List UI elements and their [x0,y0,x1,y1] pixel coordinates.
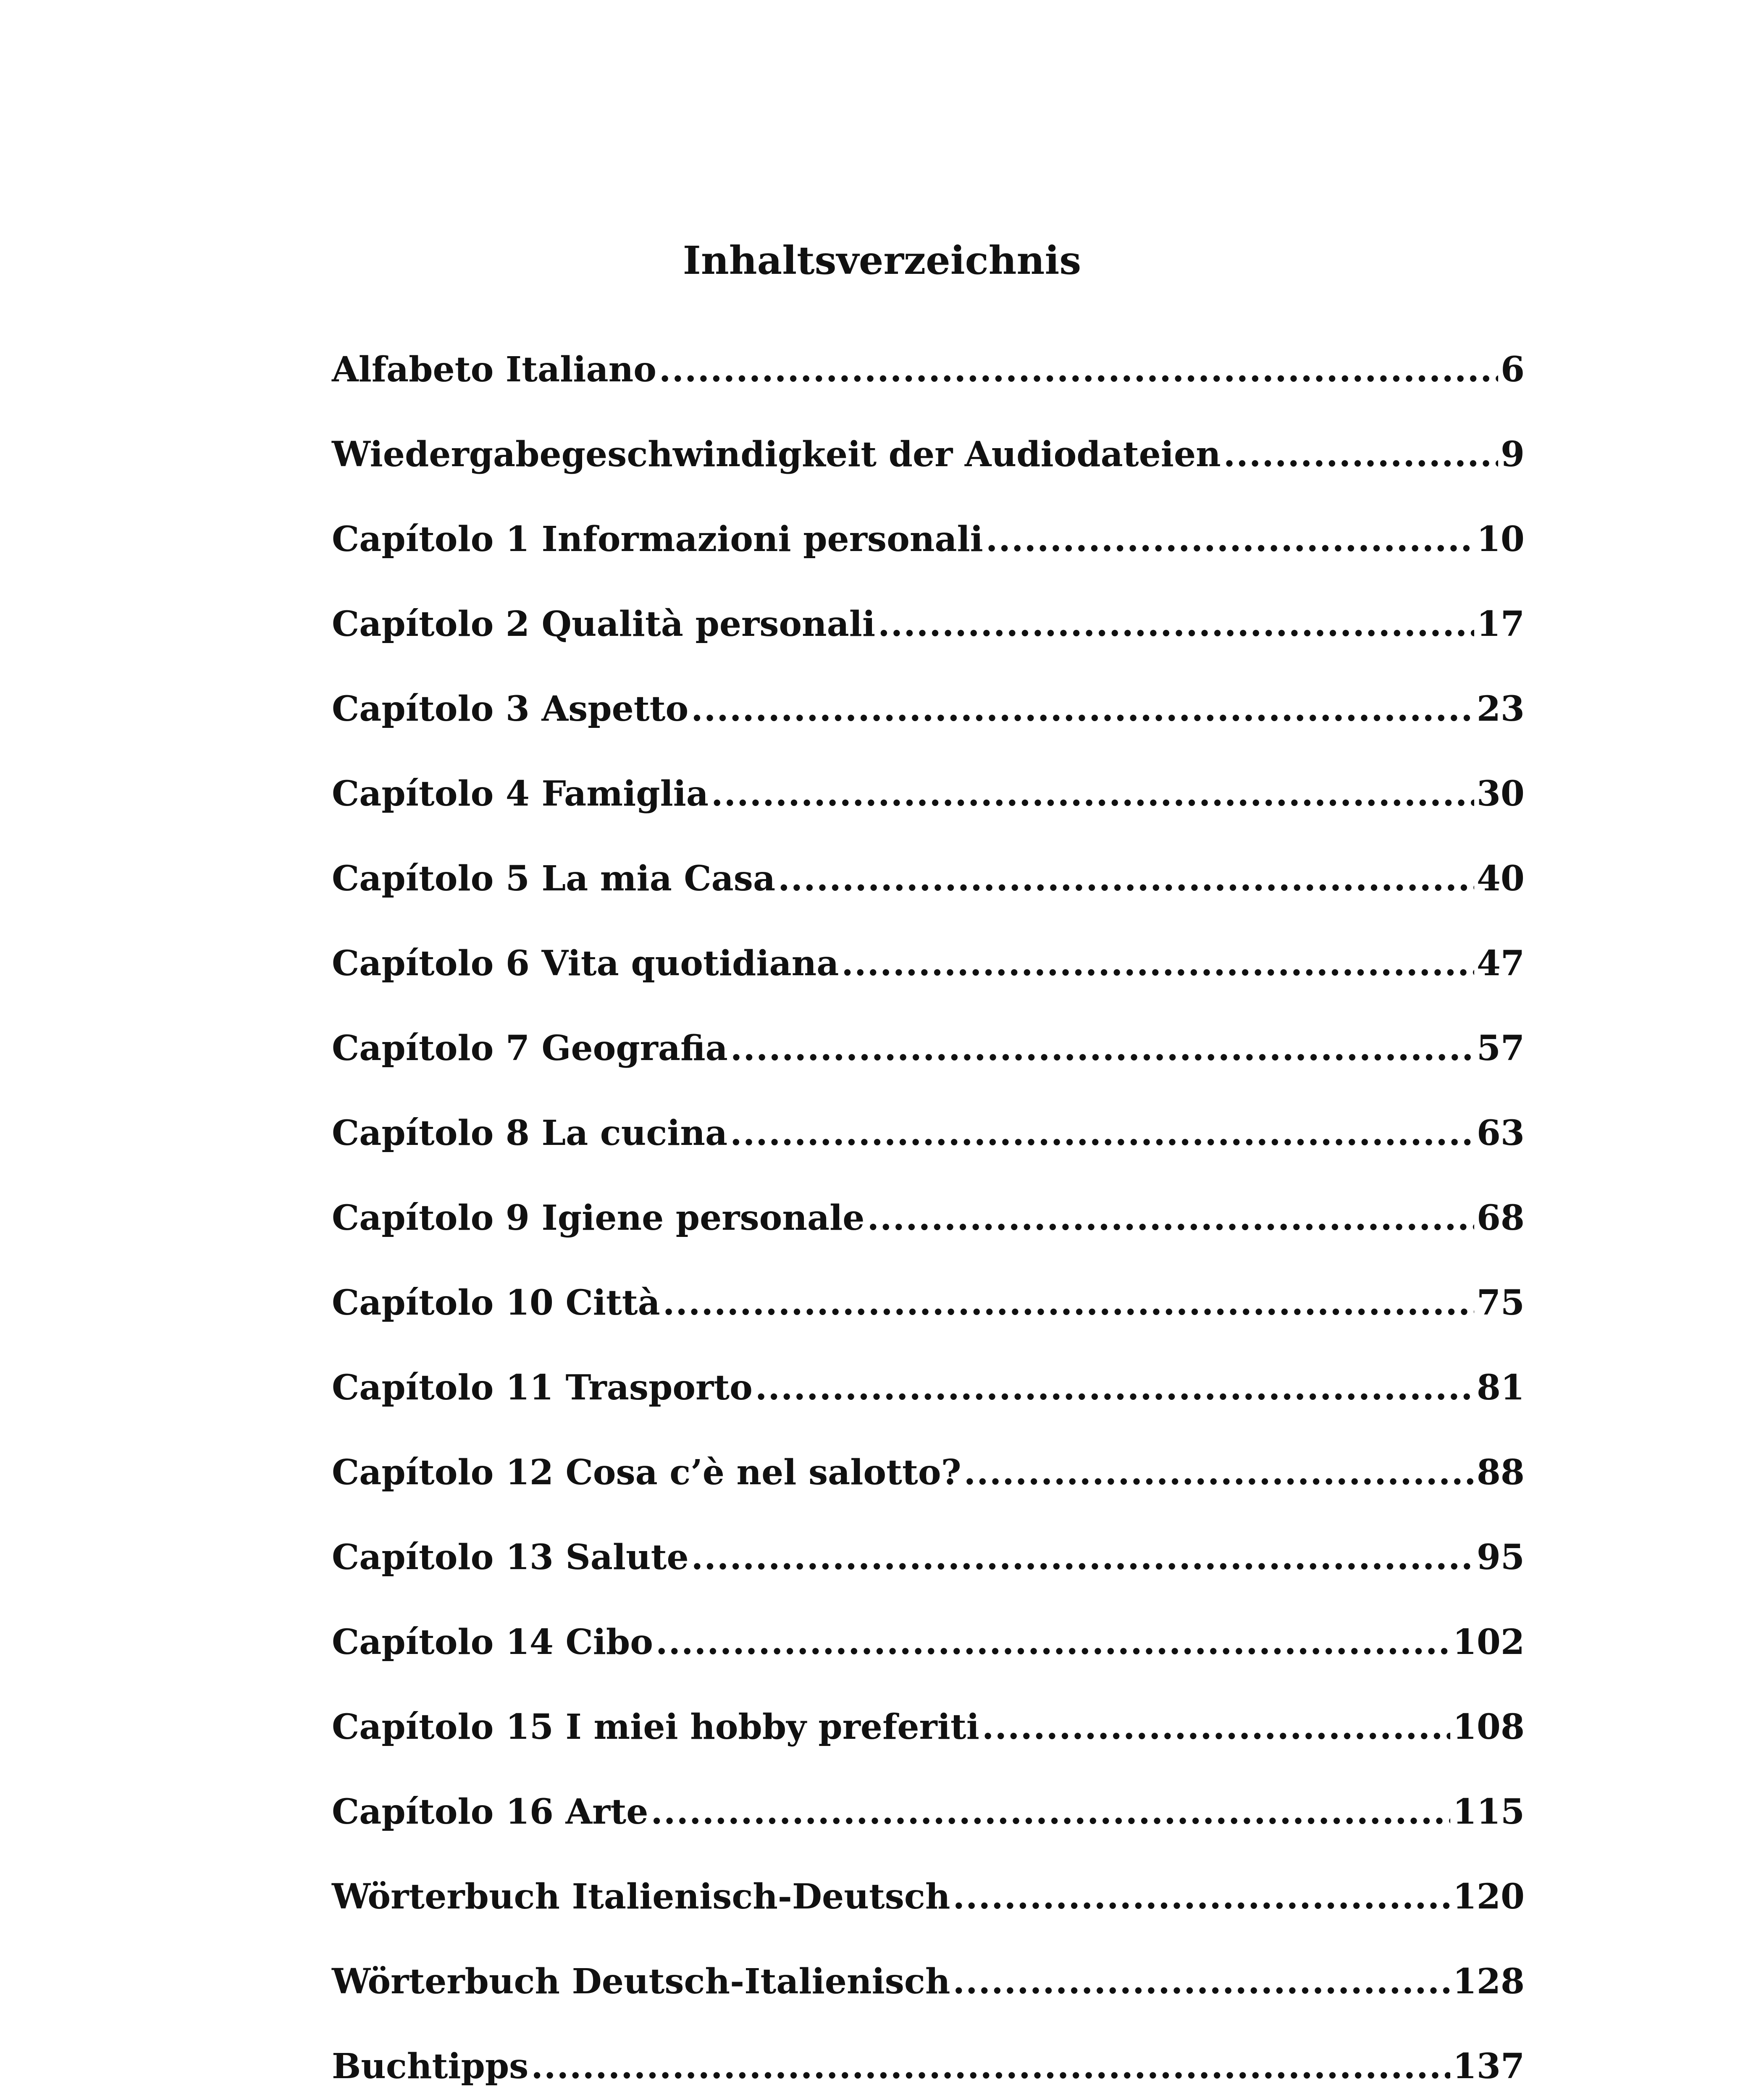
toc-entry-page: 40 [1476,858,1525,899]
dot-leader [730,1112,1474,1154]
toc-entry-title: Capítolo 16 Arte [332,1792,648,1832]
toc-entry-page: 30 [1476,774,1525,814]
toc-entry-title: Capítolo 5 La mia Casa [332,858,776,899]
dot-leader [778,858,1474,900]
toc-entry[interactable] [332,1621,1525,1706]
toc-entry[interactable] [332,1112,1525,1197]
toc-entry-page: 81 [1476,1368,1525,1408]
toc-entry[interactable] [332,1706,1525,1791]
toc-entry-page: 9 [1500,434,1525,475]
dot-leader [691,688,1474,730]
toc-entry[interactable] [332,1536,1525,1621]
toc-entry[interactable] [332,1027,1525,1112]
toc-entry[interactable] [332,942,1525,1027]
toc-entry-page: 10 [1476,519,1525,559]
toc-entry-title: Capítolo 7 Geografia [332,1028,728,1068]
toc-entry-page: 23 [1476,689,1525,729]
dot-leader [691,1536,1474,1578]
toc-entry-title: Alfabeto Italiano [332,349,656,390]
dot-leader [656,1621,1450,1663]
toc-entry[interactable] [332,433,1525,518]
toc-entry-page: 75 [1476,1283,1525,1323]
toc-entry-title: Capítolo 6 Vita quotidiana [332,943,839,984]
table-of-contents [332,349,1525,2100]
dot-leader [878,603,1474,645]
toc-entry[interactable] [332,603,1525,688]
toc-entry-title: Wörterbuch Italienisch-Deutsch [332,1877,950,1917]
dot-leader [651,1791,1450,1833]
toc-entry-page: 47 [1476,943,1525,984]
toc-entry-title: Capítolo 14 Cibo [332,1622,653,1662]
toc-entry[interactable] [332,2045,1525,2100]
toc-entry-title: Wörterbuch Deutsch-Italienisch [332,1961,950,2002]
toc-entry-page: 108 [1452,1707,1525,1747]
toc-entry[interactable] [332,1197,1525,1282]
dot-leader [953,1876,1450,1918]
toc-entry-page: 6 [1500,349,1525,390]
dot-leader [953,1961,1450,2003]
toc-entry-page: 120 [1452,1877,1525,1917]
toc-entry[interactable] [332,1452,1525,1536]
toc-entry-title: Capítolo 4 Famiglia [332,774,709,814]
toc-entry[interactable] [332,349,1525,433]
toc-entry-page: 57 [1476,1028,1525,1068]
toc-entry-title: Capítolo 9 Igiene personale [332,1198,865,1238]
toc-entry-title: Capítolo 11 Trasporto [332,1368,753,1408]
toc-entry-title: Capítolo 10 Città [332,1283,660,1323]
toc-entry-title: Capítolo 3 Aspetto [332,689,689,729]
toc-entry[interactable] [332,1961,1525,2045]
dot-leader [964,1452,1474,1494]
toc-entry-page: 17 [1476,604,1525,644]
toc-entry-page: 63 [1476,1113,1525,1153]
toc-entry[interactable] [332,858,1525,942]
toc-entry[interactable] [332,1791,1525,1876]
toc-entry-title: Wiedergabegeschwindigkeit der Audiodateien [332,434,1221,475]
dot-leader [1223,433,1498,475]
toc-entry-title: Capítolo 1 Informazioni personali [332,519,983,559]
dot-leader [867,1197,1474,1239]
toc-entry-page: 137 [1452,2046,1525,2087]
dot-leader [730,1027,1474,1069]
toc-entry[interactable] [332,1367,1525,1452]
dot-leader [711,773,1474,815]
toc-entry-title: Capítolo 15 I miei hobby preferiti [332,1707,979,1747]
toc-entry-title: Capítolo 2 Qualità personali [332,604,876,644]
toc-entry-title: Buchtipps [332,2046,529,2087]
toc-entry-title: Capítolo 13 Salute [332,1537,689,1578]
toc-entry-page: 115 [1452,1792,1525,1832]
toc-entry-page: 68 [1476,1198,1525,1238]
toc-entry[interactable] [332,518,1525,603]
toc-entry[interactable] [332,688,1525,773]
toc-entry-page: 95 [1476,1537,1525,1578]
toc-entry-title: Capítolo 12 Cosa c’è nel salotto? [332,1452,961,1493]
toc-entry[interactable] [332,1282,1525,1367]
dot-leader [755,1367,1474,1409]
toc-entry-page: 128 [1452,1961,1525,2002]
dot-leader [663,1282,1474,1324]
dot-leader [986,518,1474,560]
toc-entry[interactable] [332,1876,1525,1961]
page-title: Inhaltsverzeichnis [682,238,1082,283]
toc-entry-page: 88 [1476,1452,1525,1493]
toc-entry-title: Capítolo 8 La cucina [332,1113,728,1153]
dot-leader [531,2045,1450,2087]
toc-entry-page: 102 [1452,1622,1525,1662]
dot-leader [982,1706,1450,1748]
toc-entry[interactable] [332,773,1525,858]
dot-leader [659,349,1498,391]
dot-leader [841,942,1474,984]
